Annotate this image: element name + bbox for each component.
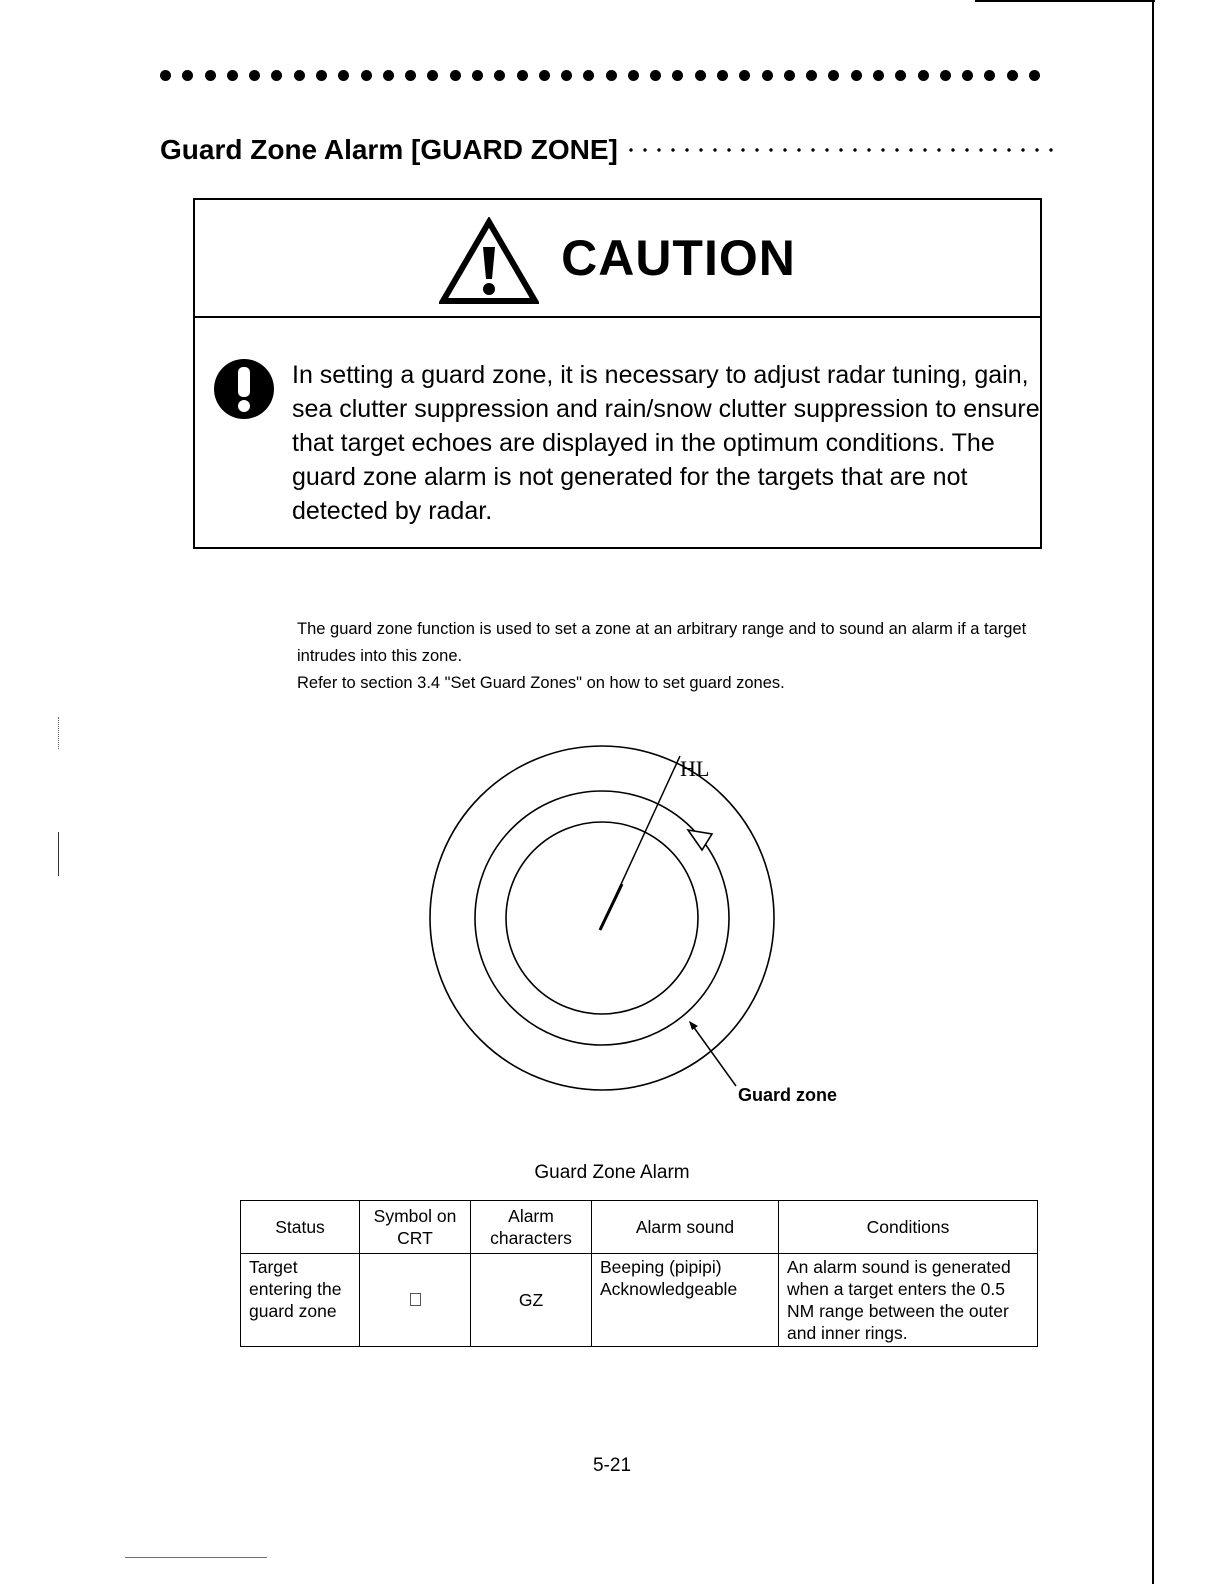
- divider-dot: [294, 70, 305, 81]
- divider-dot: [695, 70, 706, 81]
- column-header-characters: Alarm characters: [471, 1201, 592, 1254]
- sound-line: Acknowledgeable: [600, 1279, 738, 1299]
- divider-dot: [182, 70, 193, 81]
- column-header-status: Status: [241, 1201, 360, 1254]
- heading-line-inner: [600, 884, 622, 930]
- divider-dot: [160, 70, 171, 81]
- section-dot-divider: [160, 64, 1040, 86]
- guard-zone-pointer: [690, 1022, 736, 1086]
- divider-dot: [494, 70, 505, 81]
- divider-dot: [739, 70, 750, 81]
- divider-dot: [517, 70, 528, 81]
- target-triangle-icon: [688, 830, 712, 850]
- divider-dot: [851, 70, 862, 81]
- divider-dot: [650, 70, 661, 81]
- divider-dot: [828, 70, 839, 81]
- table-row: [241, 1254, 1038, 1347]
- cell-sound: [592, 1254, 779, 1347]
- cell-characters: GZ: [471, 1254, 592, 1347]
- divider-dot: [338, 70, 349, 81]
- divider-dot: [472, 70, 483, 81]
- guard-zone-label: Guard zone: [738, 1085, 838, 1105]
- cell-symbol: [360, 1254, 471, 1347]
- scan-mark: [58, 832, 59, 876]
- sound-line: Beeping (pipipi): [600, 1257, 722, 1277]
- guard-zone-diagram: [400, 740, 880, 1120]
- top-edge-rule: [975, 0, 1155, 2]
- guard-zone-inner-ring: [506, 822, 698, 1014]
- divider-dot: [427, 70, 438, 81]
- divider-dot: [271, 70, 282, 81]
- divider-dot: [962, 70, 973, 81]
- divider-dot: [361, 70, 372, 81]
- caution-text: In setting a guard zone, it is necessary to adjust radar tuning, gain, sea clutter suppression and rain/snow clutter suppression to ensure that target echoes are displayed in the optimum conditions. The guard zone alarm is not generated for the targets that are not detected by radar.: [292, 361, 1040, 525]
- divider-dot: [873, 70, 884, 81]
- divider-dot: [1007, 70, 1018, 81]
- divider-dot: [895, 70, 906, 81]
- divider-dot: [984, 70, 995, 81]
- divider-dot: [806, 70, 817, 81]
- guard-zone-outer-ring: [475, 791, 729, 1045]
- caution-box: [193, 198, 1042, 549]
- table-caption: Guard Zone Alarm: [534, 1162, 690, 1183]
- caution-heading: CAUTION: [561, 230, 796, 286]
- column-header-conditions: Conditions: [779, 1201, 1038, 1254]
- caution-header: [195, 200, 1040, 318]
- column-header-symbol: Symbol on CRT: [360, 1201, 471, 1254]
- scan-mark: [58, 717, 60, 749]
- divider-dot: [1029, 70, 1040, 81]
- section-title: Guard Zone Alarm [GUARD ZONE]: [160, 134, 618, 165]
- divider-dot: [918, 70, 929, 81]
- exclamation-circle-icon: [213, 358, 275, 420]
- cell-conditions: An alarm sound is generated when a target enters the 0.5 NM range between the outer and inner rings.: [779, 1254, 1038, 1347]
- hl-label: HL: [680, 756, 710, 781]
- table-header-row: [241, 1201, 1038, 1254]
- caution-body: [195, 318, 1040, 547]
- footer-rule: [125, 1557, 267, 1558]
- divider-dot: [405, 70, 416, 81]
- divider-dot: [227, 70, 238, 81]
- column-header-sound: Alarm sound: [592, 1201, 779, 1254]
- range-ring-outer: [430, 746, 774, 1090]
- warning-triangle-icon: [439, 217, 539, 305]
- right-edge-rule: [1152, 0, 1154, 1584]
- divider-dot: [205, 70, 216, 81]
- divider-dot: [606, 70, 617, 81]
- divider-dot: [450, 70, 461, 81]
- section-heading: [160, 130, 1060, 170]
- divider-dot: [762, 70, 773, 81]
- divider-dot: [383, 70, 394, 81]
- square-symbol-icon: [410, 1293, 421, 1306]
- divider-dot: [539, 70, 550, 81]
- divider-dot: [561, 70, 572, 81]
- arrow-head-icon: [689, 1021, 698, 1030]
- cell-status: Target entering the guard zone: [241, 1254, 360, 1347]
- dotted-leader: [624, 148, 1060, 152]
- divider-dot: [672, 70, 683, 81]
- divider-dot: [717, 70, 728, 81]
- intro-line: The guard zone function is used to set a zone at an arbitrary range and to sound an alarm if a target intrudes into this zone.: [297, 620, 1027, 665]
- divider-dot: [940, 70, 951, 81]
- divider-dot: [628, 70, 639, 81]
- guard-zone-alarm-table: [240, 1200, 1038, 1347]
- divider-dot: [583, 70, 594, 81]
- divider-dot: [316, 70, 327, 81]
- divider-dot: [249, 70, 260, 81]
- intro-line: Refer to section 3.4 "Set Guard Zones" on how to set guard zones.: [297, 674, 785, 692]
- page-number: 5-21: [592, 1455, 632, 1476]
- intro-paragraph: [297, 616, 1077, 697]
- divider-dot: [784, 70, 795, 81]
